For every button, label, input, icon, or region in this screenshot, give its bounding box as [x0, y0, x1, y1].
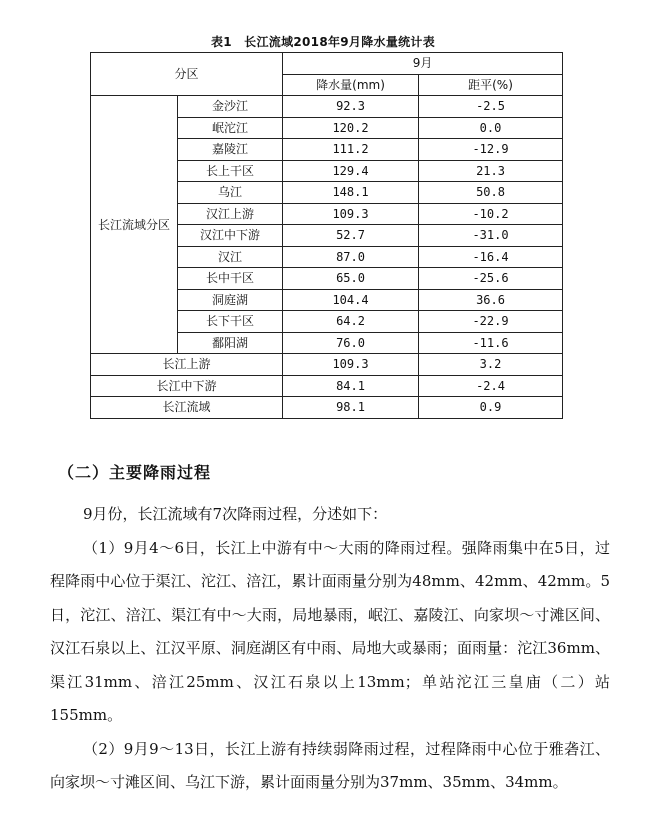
region-name: 长中干区 — [178, 268, 283, 290]
anomaly-value: -25.6 — [419, 268, 563, 290]
anomaly-value: 3.2 — [419, 354, 563, 376]
anomaly-header: 距平(%) — [419, 74, 563, 96]
anomaly-value: 0.9 — [419, 397, 563, 419]
month-header: 9月 — [283, 53, 563, 75]
precip-value: 111.2 — [283, 139, 419, 161]
precip-value: 109.3 — [283, 203, 419, 225]
region-header: 分区 — [91, 53, 283, 96]
region-name: 汉江中下游 — [178, 225, 283, 247]
region-name: 洞庭湖 — [178, 289, 283, 311]
group-label: 长江流域分区 — [91, 96, 178, 354]
summary-name: 长江中下游 — [91, 375, 283, 397]
precip-header: 降水量(mm) — [283, 74, 419, 96]
region-name: 长上干区 — [178, 160, 283, 182]
region-name: 鄱阳湖 — [178, 332, 283, 354]
region-name: 汉江上游 — [178, 203, 283, 225]
summary-name: 长江上游 — [91, 354, 283, 376]
region-name: 金沙江 — [178, 96, 283, 118]
anomaly-value: -31.0 — [419, 225, 563, 247]
precip-value: 129.4 — [283, 160, 419, 182]
region-name: 岷沱江 — [178, 117, 283, 139]
precip-value: 120.2 — [283, 117, 419, 139]
precip-value: 148.1 — [283, 182, 419, 204]
region-name: 嘉陵江 — [178, 139, 283, 161]
anomaly-value: 36.6 — [419, 289, 563, 311]
table-row — [91, 96, 563, 118]
precip-value: 52.7 — [283, 225, 419, 247]
summary-row — [91, 354, 563, 376]
precip-value: 109.3 — [283, 354, 419, 376]
anomaly-value: 50.8 — [419, 182, 563, 204]
anomaly-value: -12.9 — [419, 139, 563, 161]
paragraph-event-2: （2）9月9～13日，长江上游有持续弱降雨过程，过程降雨中心位于雅砻江、向家坝～寸滩区间、乌江下游，累计面雨量分别为37mm、35mm、34mm。 — [50, 739, 610, 791]
table-caption: 表1 长江流域2018年9月降水量统计表 — [210, 35, 436, 49]
table-body — [91, 53, 563, 419]
region-name: 汉江 — [178, 246, 283, 268]
precip-value: 104.4 — [283, 289, 419, 311]
precip-value: 84.1 — [283, 375, 419, 397]
region-name: 长下干区 — [178, 311, 283, 333]
anomaly-value: -16.4 — [419, 246, 563, 268]
anomaly-value: -22.9 — [419, 311, 563, 333]
region-name: 乌江 — [178, 182, 283, 204]
anomaly-value: -2.5 — [419, 96, 563, 118]
summary-row — [91, 397, 563, 419]
precip-value: 87.0 — [283, 246, 419, 268]
anomaly-value: -2.4 — [419, 375, 563, 397]
precip-value: 98.1 — [283, 397, 419, 419]
precip-value: 92.3 — [283, 96, 419, 118]
summary-row — [91, 375, 563, 397]
paragraph-intro: 9月份，长江流域有7次降雨过程，分述如下： — [83, 505, 388, 523]
paragraph-event-1: （1）9月4～6日，长江上中游有中～大雨的降雨过程。强降雨集中在5日，过程降雨中心位于渠江、沱江、涪江，累计面雨量分别为48mm、42mm、42mm。5日，沱江、涪江、渠江有中～大雨，局地暴雨，岷江、嘉陵江、向家坝～寸滩区间、汉江石泉以上、江汉平原、洞庭湖区有中雨、局地大或暴雨；面雨量：沱江36mm、渠江31mm、涪江25mm、汉江石泉以上13mm；单站沱江三皇庙（二）站155mm。 — [50, 538, 610, 724]
anomaly-value: 21.3 — [419, 160, 563, 182]
anomaly-value: 0.0 — [419, 117, 563, 139]
section-body — [50, 498, 610, 800]
table-header-row — [91, 53, 563, 75]
precip-value: 76.0 — [283, 332, 419, 354]
anomaly-value: -10.2 — [419, 203, 563, 225]
precip-value: 65.0 — [283, 268, 419, 290]
section-heading: （二）主要降雨过程 — [58, 463, 212, 482]
precip-value: 64.2 — [283, 311, 419, 333]
precipitation-table — [90, 52, 563, 419]
summary-name: 长江流域 — [91, 397, 283, 419]
anomaly-value: -11.6 — [419, 332, 563, 354]
